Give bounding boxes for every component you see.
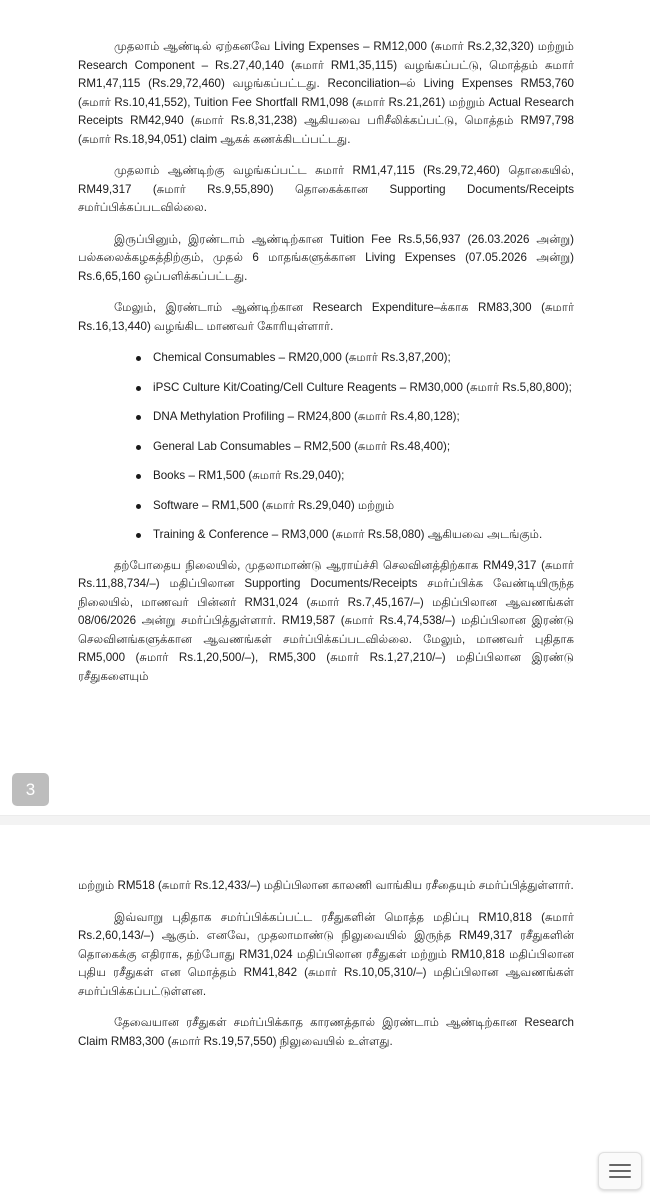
paragraph-new-receipts-total: இவ்வாறு புதிதாக சமர்ப்பிக்கப்பட்ட ரசீதுகளின் மொத்த மதிப்பு RM10,818 (சுமார் Rs.2,60,143/–) ஆகும். எனவே, முதலாமாண்டு நிலுவையில் இருந்த RM49,317 ரசீதுகளின் தொகைக்கு எதிராக, தற்போது RM31,024 மதிப்பிலான ரசீதுகள் மற்றும் RM10,818 மதிப்பிலான புதிய ரசீதுகள் என மொத்தம் RM41,842 (சுமார் Rs.10,05,310/–) மதிப்பிலான ஆவணங்கள் சமர்ப்பிக்கப்பட்டுள்ளன. bbox=[78, 910, 574, 998]
list-item: Books – RM1,500 (சுமார் Rs.29,040); bbox=[153, 467, 574, 486]
paragraph-missing-receipts: முதலாம் ஆண்டிற்கு வழங்கப்பட்ட சுமார் RM1,47,115 (Rs.29,72,460) தொகையில், RM49,317 (சுமார் Rs.9,55,890) தொகைக்கான Supporting Documents/Receipts சமர்ப்பிக்கப்படவில்லை. bbox=[78, 164, 574, 214]
page-number-badge: 3 bbox=[12, 773, 49, 806]
paragraph-claim-pending: தேவையான ரசீதுகள் சமர்ப்பிக்காத காரணத்தால் இரண்டாம் ஆண்டிற்கான Research Claim RM83,300 (சுமார் Rs.19,57,550) நிலுவையில் உள்ளது. bbox=[78, 1016, 574, 1048]
list-item: Training & Conference – RM3,000 (சுமார் Rs.58,080) ஆகியவை அடங்கும். bbox=[153, 526, 574, 545]
list-item: General Lab Consumables – RM2,500 (சுமார் Rs.48,400); bbox=[153, 438, 574, 457]
page-1-content bbox=[78, 38, 574, 699]
expenditure-list bbox=[78, 349, 574, 545]
hamburger-icon bbox=[609, 1163, 631, 1179]
paragraph-research-request: மேலும், இரண்டாம் ஆண்டிற்கான Research Expenditure–க்காக RM83,300 (சுமார் Rs.16,13,440) வழங்கிட மாணவர் கோரியுள்ளார். bbox=[78, 301, 574, 333]
paragraph-second-year-disbursement: இருப்பினும், இரண்டாம் ஆண்டிற்கான Tuition Fee Rs.5,56,937 (26.03.2026 அன்று) பல்கலைக்கழகத்திற்கும், முதல் 6 மாதங்களுக்கான Living Expenses (07.05.2026 அன்று) Rs.6,65,160 ஒப்பளிக்கப்பட்டது. bbox=[78, 232, 574, 283]
paragraph-first-year-summary: முதலாம் ஆண்டில் ஏற்கனவே Living Expenses – RM12,000 (சுமார் Rs.2,32,320) மற்றும் Research Component – Rs.27,40,140 (சுமார் RM1,35,115) வழங்கப்பட்டு, மொத்தம் சுமார் RM1,47,115 (Rs.29,72,460) வழங்கப்பட்டது. Reconciliation–ல் Living Expenses RM53,760 (சுமார் Rs.10,41,552), Tuition Fee Shortfall RM1,098 (சுமார் Rs.21,261) மற்றும் Actual Research Receipts RM42,940 (சுமார் Rs.8,31,238) ஆகியவை பரிசீலிக்கப்பட்டு, மொத்தம் RM97,798 (சுமார் Rs.18,94,051) claim ஆகக் கணக்கிடப்பட்டது. bbox=[78, 40, 574, 146]
list-item: Chemical Consumables – RM20,000 (சுமார் Rs.3,87,200); bbox=[153, 349, 574, 368]
menu-button[interactable] bbox=[598, 1152, 642, 1190]
document-page-2 bbox=[0, 825, 650, 1200]
list-item: DNA Methylation Profiling – RM24,800 (சுமார் Rs.4,80,128); bbox=[153, 408, 574, 427]
page-2-content bbox=[78, 877, 574, 1064]
list-item: iPSC Culture Kit/Coating/Cell Culture Reagents – RM30,000 (சுமார் Rs.5,80,800); bbox=[153, 379, 574, 398]
list-item: Software – RM1,500 (சுமார் Rs.29,040) மற்றும் bbox=[153, 497, 574, 516]
paragraph-continuation: மற்றும் RM518 (சுமார் Rs.12,433/–) மதிப்பிலான காலணி வாங்கிய ரசீதையும் சமர்ப்பித்துள்ளார். bbox=[78, 879, 574, 892]
paragraph-current-status: தற்போதைய நிலையில், முதலாமாண்டு ஆராய்ச்சி செலவினத்திற்காக RM49,317 (சுமார் Rs.11,88,734/–) மதிப்பிலான Supporting Documents/Receipts சமர்ப்பிக்க வேண்டியிருந்த நிலையில், மாணவர் பின்னர் RM31,024 (சுமார் Rs.7,45,167/–) மதிப்பிலான ஆவணங்கள் 08/06/2026 அன்று சமர்ப்பித்துள்ளார். RM19,587 (சுமார் Rs.4,74,538/–) மதிப்பிலான இரண்டு செலவினங்களுக்கான ஆவணங்கள் சமர்ப்பிக்கப்படவில்லை. மேலும், மாணவர் புதிதாக RM5,000 (சுமார் Rs.1,20,500/–), RM5,300 (சுமார் Rs.1,27,210/–) மதிப்பிலான இரண்டு ரசீதுகளையும் bbox=[78, 558, 574, 683]
